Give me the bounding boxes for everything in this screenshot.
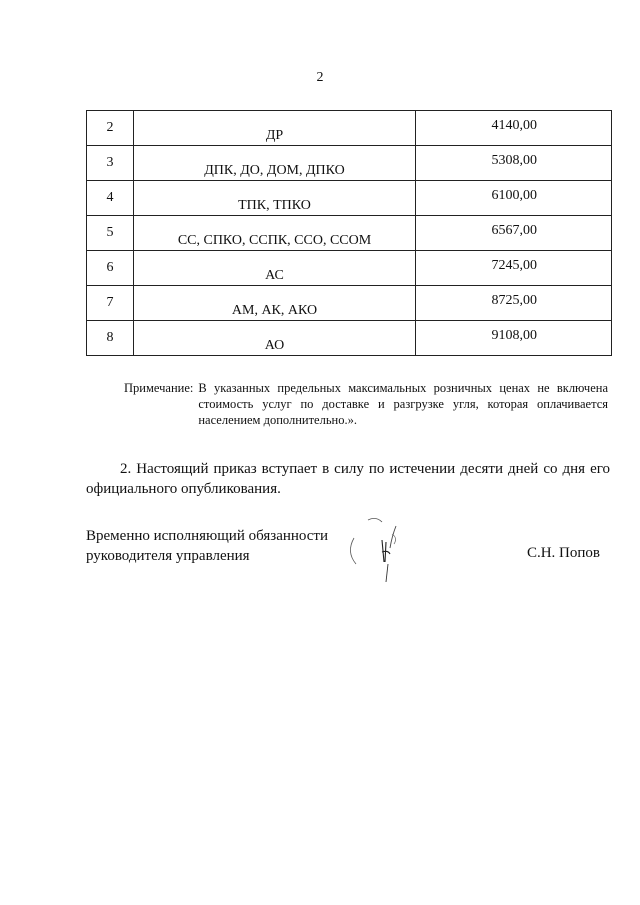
note-label: Примечание: [124,381,194,395]
coal-grade-cell: АС [134,251,416,286]
table-row [87,111,612,146]
table-row [87,321,612,356]
row-number-cell: 2 [87,111,134,146]
handwritten-signature [338,508,418,588]
table-row [87,181,612,216]
table-row [87,286,612,321]
row-number-cell: 8 [87,321,134,356]
page-number: 2 [316,70,324,85]
price-cell: 6100,00 [416,181,612,216]
coal-grade-cell: ДР [134,111,416,146]
price-table [86,110,612,356]
coal-grade-cell: ТПК, ТПКО [134,181,416,216]
price-cell: 6567,00 [416,216,612,251]
signatory-position-line2: руководителя управления [86,548,250,564]
row-number-cell: 5 [87,216,134,251]
row-number-cell: 7 [87,286,134,321]
signatory-name: С.Н. Попов [526,545,600,561]
price-cell: 8725,00 [416,286,612,321]
price-cell: 9108,00 [416,321,612,356]
coal-grade-cell: АМ, АК, АКО [134,286,416,321]
row-number-cell: 6 [87,251,134,286]
table-row [87,146,612,181]
signatory-position-line1: Временно исполняющий обязанности [86,528,329,544]
table-row [87,216,612,251]
coal-grade-cell: ДПК, ДО, ДОМ, ДПКО [134,146,416,181]
price-cell: 5308,00 [416,146,612,181]
note [124,380,608,428]
price-table-body [87,111,612,356]
table-row [87,251,612,286]
row-number-cell: 3 [87,146,134,181]
row-number-cell: 4 [87,181,134,216]
note-text: В указанных предельных максимальных розничных ценах не включена стоимость услуг по доставке и разгрузке угля, которая оплачивается населением дополнительно.». [198,381,608,427]
coal-grade-cell: АО [134,321,416,356]
price-cell: 4140,00 [416,111,612,146]
price-cell: 7245,00 [416,251,612,286]
signatory-position [86,526,328,566]
coal-grade-cell: СС, СПКО, ССПК, ССО, ССОМ [134,216,416,251]
order-paragraph: 2. Настоящий приказ вступает в силу по истечении десяти дней со дня его официального опубликования. [86,461,610,497]
